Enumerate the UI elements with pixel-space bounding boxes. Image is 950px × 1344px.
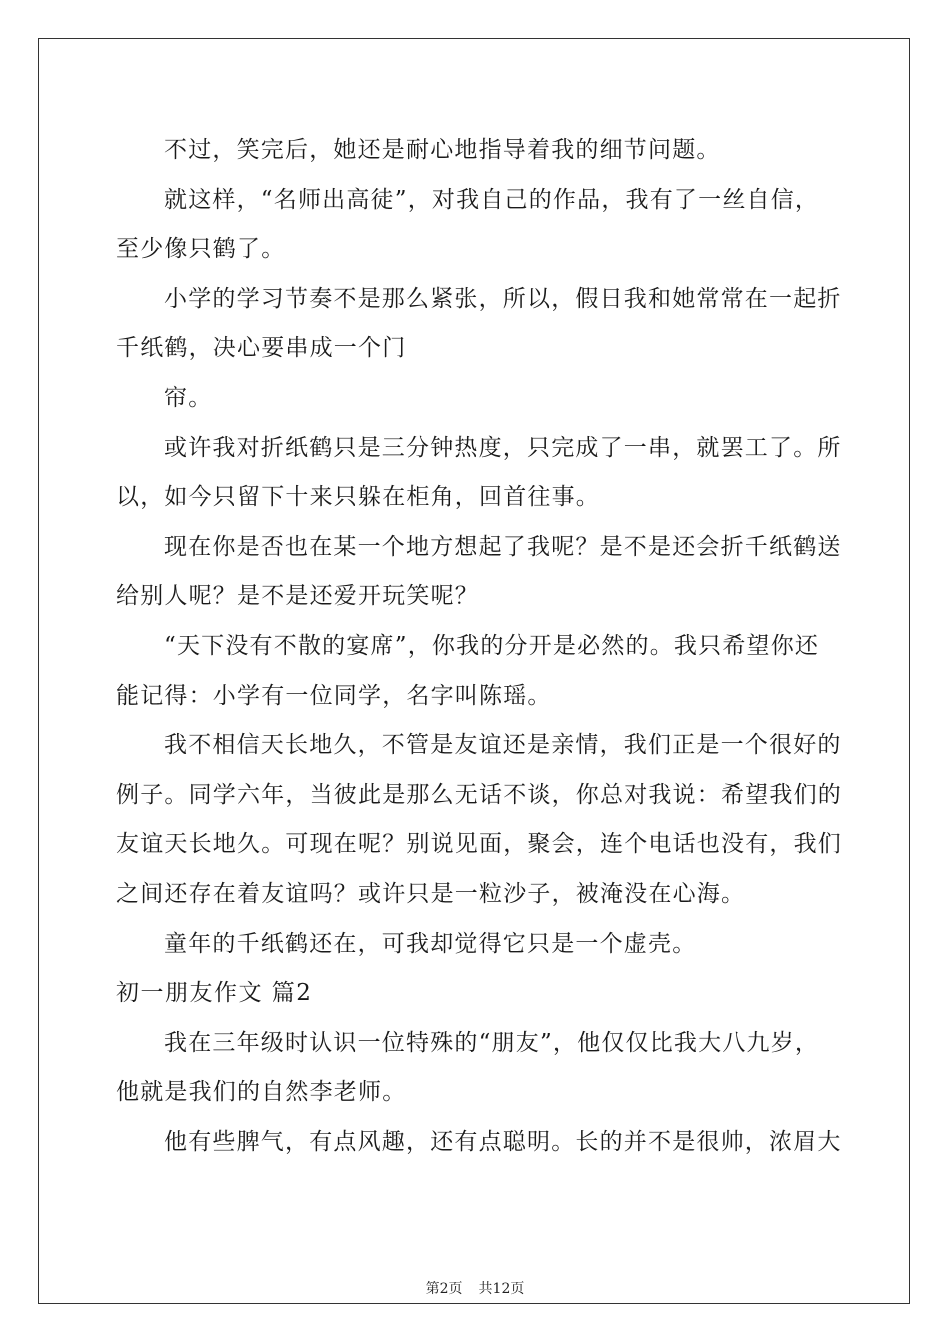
page-footer: [0, 1278, 950, 1298]
text-line: 友谊天长地久。可现在呢？别说见面，聚会，连个电话也没有，我们: [116, 831, 842, 858]
text-line: 帘。: [164, 384, 213, 411]
text-line: 例子。同学六年，当彼此是那么无话不谈，你总对我说：希望我们的: [116, 781, 842, 808]
page-total: 共12页: [478, 1281, 525, 1297]
text-line: 至少像只鹤了。: [116, 236, 286, 263]
text-line: 童年的千纸鹤还在，可我却觉得它只是一个虚壳。: [164, 930, 697, 957]
document-body: [116, 126, 842, 1167]
page-number: 第2页: [425, 1281, 463, 1297]
text-line: 以，如今只留下十来只躲在柜角，回首往事。: [116, 484, 600, 511]
text-line: 或许我对折纸鹤只是三分钟热度，只完成了一串，就罢工了。所: [164, 434, 842, 461]
text-line: 之间还存在着友谊吗？或许只是一粒沙子，被淹没在心海。: [116, 880, 746, 907]
text-line: 能记得：小学有一位同学，名字叫陈瑶。: [116, 682, 552, 709]
text-line: 千纸鹤，决心要串成一个门: [116, 335, 407, 362]
text-line: 他有些脾气，有点风趣，还有点聪明。长的并不是很帅，浓眉大: [164, 1128, 842, 1155]
text-line: 小学的学习节奏不是那么紧张，所以，假日我和她常常在一起折: [164, 285, 842, 312]
text-line: “天下没有不散的宴席”，你我的分开是必然的。我只希望你还: [164, 632, 820, 659]
section-heading: 初一朋友作文 篇2: [116, 980, 313, 1007]
text-line: 不过，笑完后，她还是耐心地指导着我的细节问题。: [164, 137, 721, 163]
text-line: 就这样，“名师出高徒”，对我自己的作品，我有了一丝自信，: [164, 186, 820, 213]
text-line: 给别人呢？是不是还爱开玩笑呢？: [116, 583, 479, 610]
text-line: 我不相信天长地久，不管是友谊还是亲情，我们正是一个很好的: [164, 732, 842, 759]
text-line: 我在三年级时认识一位特殊的“朋友”，他仅仅比我大八九岁，: [164, 1029, 820, 1056]
text-line: 现在你是否也在某一个地方想起了我呢？是不是还会折千纸鹤送: [164, 533, 842, 560]
text-line: 他就是我们的自然李老师。: [116, 1079, 407, 1106]
